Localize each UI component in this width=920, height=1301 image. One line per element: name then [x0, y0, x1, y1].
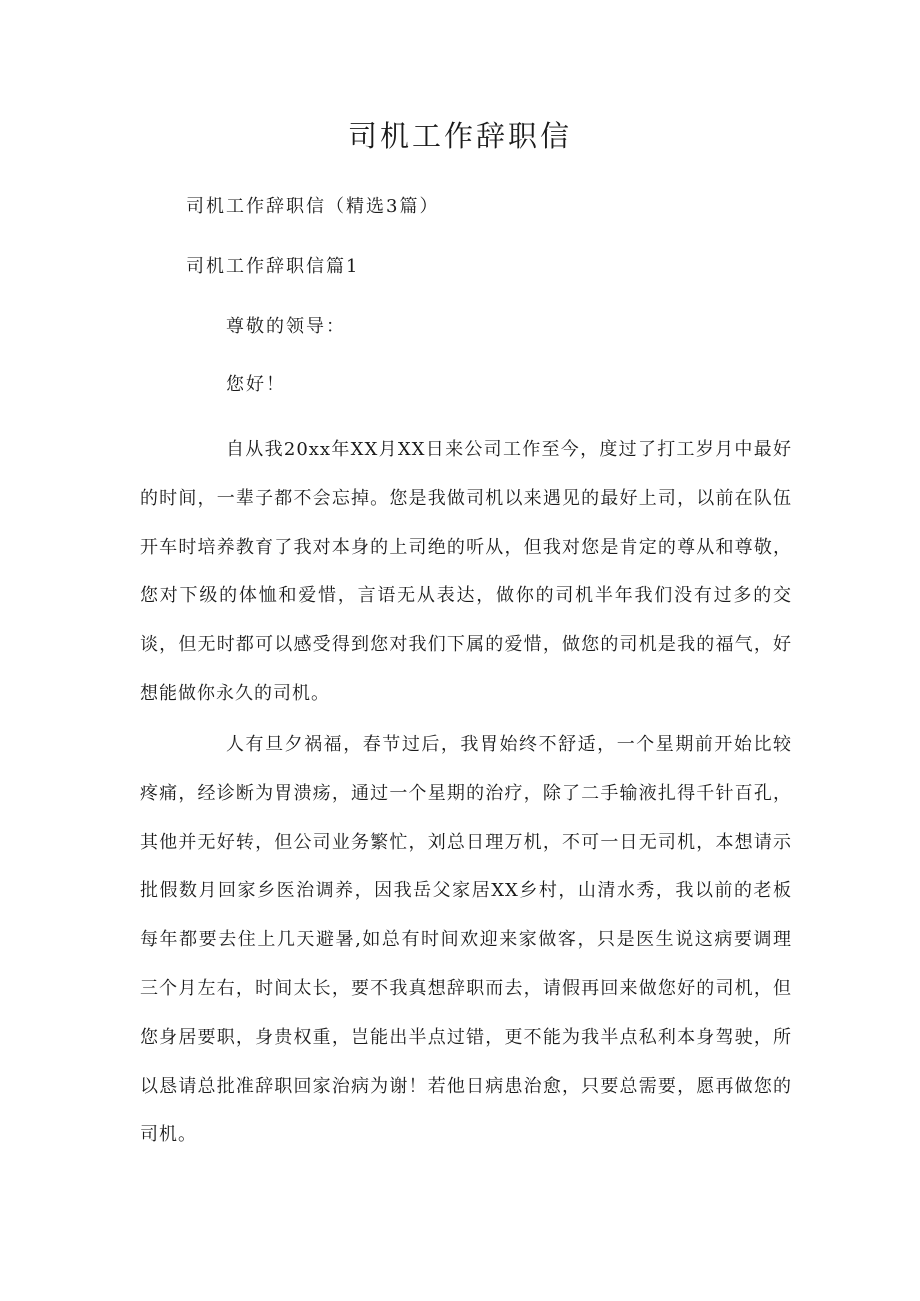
document-title: 司机工作辞职信: [347, 119, 572, 153]
body-paragraph-1: 自从我20xx年XX月XX日来公司工作至今，度过了打工岁月中最好的时间，一辈子都不会忘掉。您是我做司机以来遇见的最好上司，以前在队伍开车时培养教育了我对本身的上司绝的听从，但我对您是肯定的尊从和尊敬，您对下级的体恤和爱惜，言语无从表达，做你的司机半年我们没有过多的交谈，但无时都可以感受得到您对我们下属的爱惜，做您的司机是我的福气，好想能做你永久的司机。: [140, 439, 792, 704]
document-subtitle: 司机工作辞职信（精选3篇）: [186, 196, 440, 217]
greeting: 您好！: [226, 374, 286, 395]
section-heading: 司机工作辞职信篇1: [186, 256, 360, 277]
salutation: 尊敬的领导：: [226, 316, 346, 337]
body-paragraph-2: 人有旦夕祸福，春节过后，我胃始终不舒适，一个星期前开始比较疼痛，经诊断为胃溃疡，通过一个星期的治疗，除了二手输液扎得千针百孔，其他并无好转，但公司业务繁忙，刘总日理万机，不可一日无司机，本想请示批假数月回家乡医治调养，因我岳父家居XX乡村，山清水秀，我以前的老板每年都要去住上几天避暑,如总有时间欢迎来家做客，只是医生说这病要调理三个月左右，时间太长，要不我真想辞职而去，请假再回来做您好的司机，但您身居要职，身贵权重，岂能出半点过错，更不能为我半点私利本身驾驶，所以恳请总批准辞职回家治病为谢！若他日病患治愈，只要总需要，愿再做您的司机。: [140, 734, 792, 1146]
